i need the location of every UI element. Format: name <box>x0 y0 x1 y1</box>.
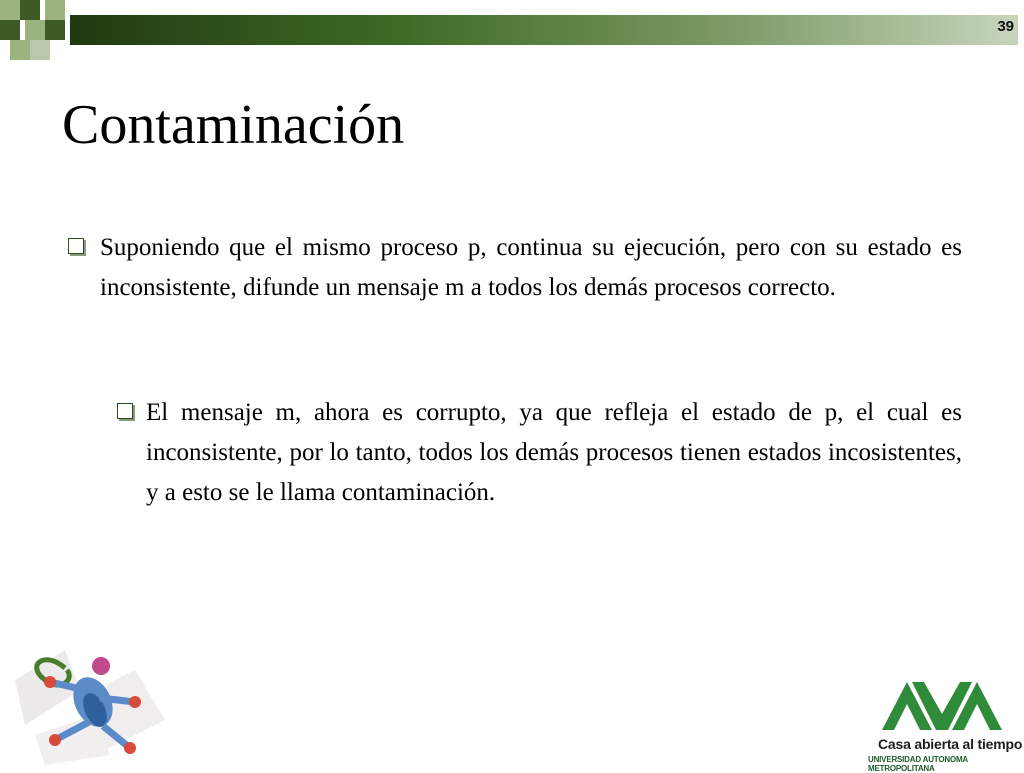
page-number: 39 <box>997 18 1014 35</box>
checkbox-bullet-icon <box>68 238 84 254</box>
checkbox-bullet-icon <box>117 403 133 419</box>
header-bar <box>70 15 1018 45</box>
gecko-icon <box>5 640 195 765</box>
logo-university: UNIVERSIDAD AUTONOMA METROPOLITANA <box>868 755 968 773</box>
slide-title: Contaminación <box>62 94 405 156</box>
bullet-item: Suponiendo que el mismo proceso p, continua su ejecución, pero con su estado es inconsistente, difunde un mensaje m a todos los demás procesos correcto. <box>100 234 962 301</box>
logo-tagline: Casa abierta al tiempo <box>878 736 1023 752</box>
sub-bullet-item: El mensaje m, ahora es corrupto, ya que refleja el estado de p, el cual es inconsistente, por lo tanto, todos los demás procesos tienen estados incosistentes, y a esto se le llama contaminación. <box>146 399 962 506</box>
